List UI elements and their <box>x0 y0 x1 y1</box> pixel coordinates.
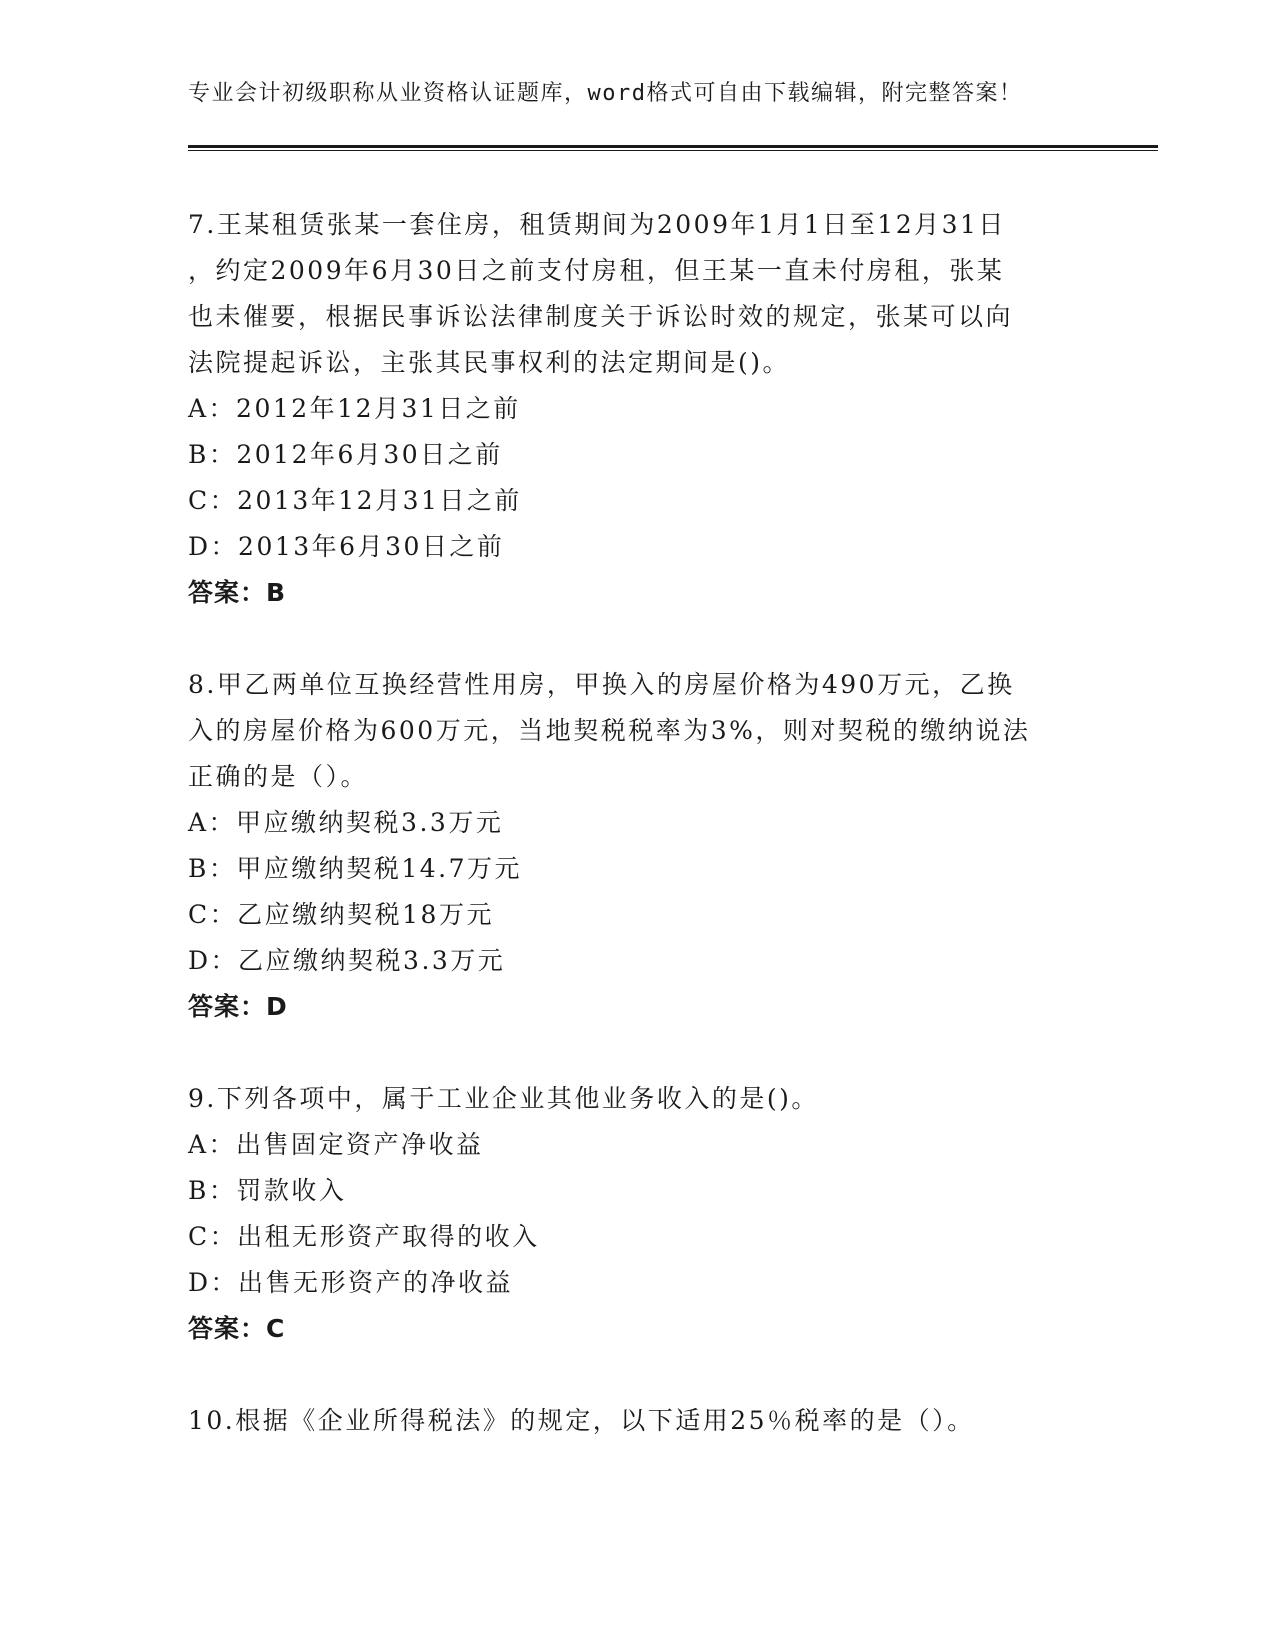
question-list <box>188 202 1068 1444</box>
page-header: 专业会计初级职称从业资格认证题库，word格式可自由下载编辑，附完整答案！ <box>188 81 1023 106</box>
option-c: C：出租无形资产取得的收入 <box>188 1222 540 1251</box>
option-d: D：乙应缴纳契税3.3万元 <box>188 946 506 975</box>
option-d: D：出售无形资产的净收益 <box>188 1268 514 1297</box>
question-stem-line: 9.下列各项中，属于工业企业其他业务收入的是()。 <box>188 1084 819 1113</box>
option-b: B：2012年6月30日之前 <box>188 440 503 469</box>
option-a: A：甲应缴纳契税3.3万元 <box>188 808 504 837</box>
answer: 答案：B <box>188 578 287 607</box>
option-b: B：甲应缴纳契税14.7万元 <box>188 854 523 883</box>
option-c: C：乙应缴纳契税18万元 <box>188 900 494 929</box>
question-stem-line: 也未催要，根据民事诉讼法律制度关于诉讼时效的规定，张某可以向 <box>188 302 1014 331</box>
option-d: D：2013年6月30日之前 <box>188 532 505 561</box>
question-stem-line: 10.根据《企业所得税法》的规定，以下适用25％税率的是（）。 <box>188 1406 975 1435</box>
question-7 <box>188 202 1068 616</box>
header-rule <box>188 145 1158 151</box>
question-stem-line: 入的房屋价格为600万元，当地契税税率为3%，则对契税的缴纳说法 <box>188 716 1031 745</box>
question-stem-line: 7.王某租赁张某一套住房，租赁期间为2009年1月1日至12月31日 <box>188 210 1006 239</box>
question-stem-line: 法院提起诉讼，主张其民事权利的法定期间是()。 <box>188 348 791 377</box>
question-stem-line: ，约定2009年6月30日之前支付房租，但王某一直未付房租，张某 <box>188 256 1005 285</box>
option-c: C：2013年12月31日之前 <box>188 486 522 515</box>
question-8 <box>188 662 1068 1030</box>
answer: 答案：C <box>188 1314 286 1343</box>
question-10 <box>188 1398 1068 1444</box>
question-spacer <box>188 616 1068 662</box>
question-spacer <box>188 1352 1068 1398</box>
question-stem-line: 8.甲乙两单位互换经营性用房，甲换入的房屋价格为490万元，乙换 <box>188 670 1015 699</box>
question-spacer <box>188 1030 1068 1076</box>
option-b: B：罚款收入 <box>188 1176 347 1205</box>
answer: 答案：D <box>188 992 288 1021</box>
question-stem-line: 正确的是（）。 <box>188 762 369 791</box>
option-a: A：2012年12月31日之前 <box>188 394 521 423</box>
question-9 <box>188 1076 1068 1352</box>
option-a: A：出售固定资产净收益 <box>188 1130 484 1159</box>
